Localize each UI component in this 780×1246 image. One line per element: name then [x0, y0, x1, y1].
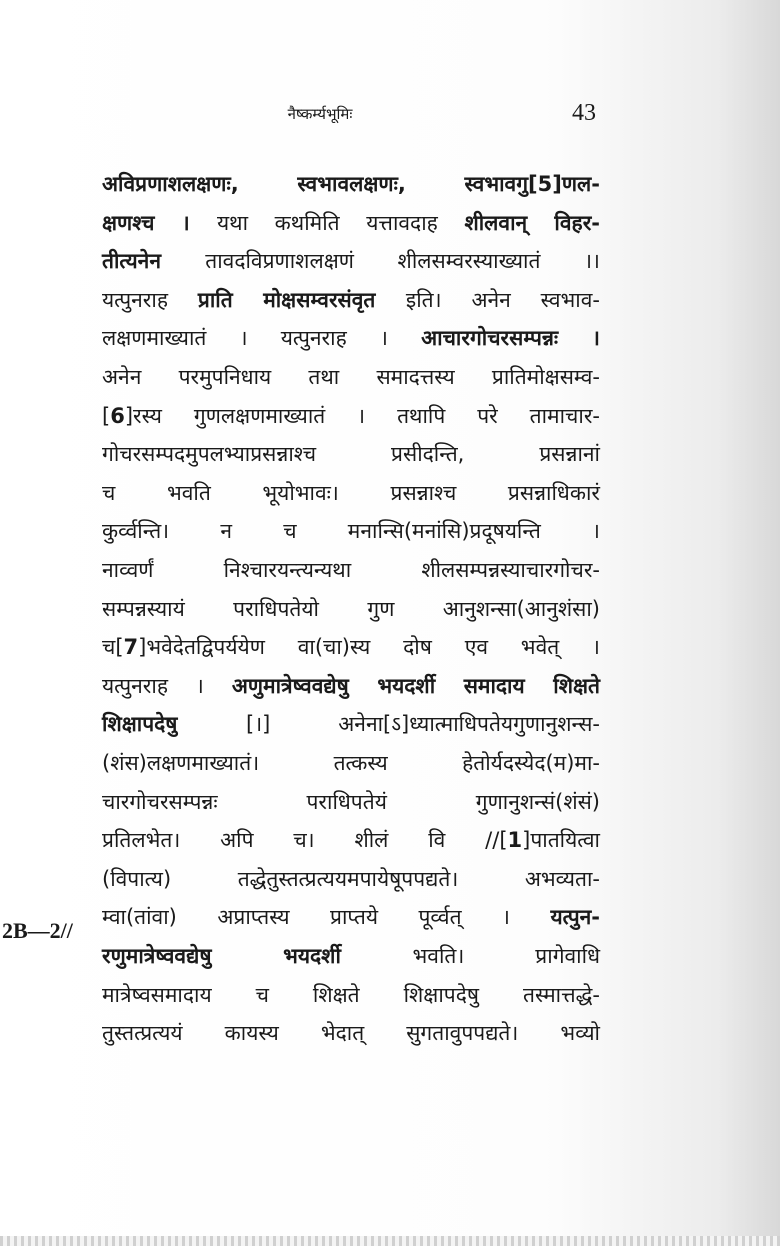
text-segment: यथा कथमिति यत्तावदाह [217, 210, 465, 235]
text-line [102, 286, 600, 314]
text-segment: [।] अनेना[ऽ]ध्यात्माधिपतेयगुणानुशन्स- [246, 712, 601, 737]
text-line [102, 942, 600, 970]
bold-segment: 1 [507, 828, 523, 853]
text-segment: मात्रेष्वसमादाय च शिक्षते शिक्षापदेषु तस्मात्तद्धे- [102, 982, 600, 1007]
text-line [102, 749, 600, 777]
text-segment: यत्पुनराह [102, 287, 198, 312]
text-line [102, 865, 600, 893]
page-number: 43 [572, 100, 596, 126]
text-line [102, 826, 600, 854]
text-line [102, 1019, 600, 1047]
text-segment: गोचरसम्पदमुपलभ्याप्रसन्नाश्च प्रसीदन्ति, प्रसन्नानां [102, 442, 600, 467]
text-segment: अनेन परमुपनिधाय तथा समादत्तस्य प्रातिमोक्षसम्व- [102, 365, 600, 389]
bold-segment: तीत्यनेन [102, 249, 206, 274]
text-line [102, 517, 600, 545]
text-segment: तावदविप्रणाशलक्षणं शीलसम्वरस्याख्यातं ।। [205, 249, 600, 274]
text-line [102, 710, 600, 738]
bold-segment: शीलवान् विहर- [464, 210, 600, 235]
text-segment: तुस्तत्प्रत्ययं कायस्य भेदात् सुगतावुपपद्यते। भव्यो [102, 1021, 600, 1046]
text-segment: चारगोचरसम्पन्नः पराधिपतेयं गुणानुशन्सं(शंसं) [102, 789, 600, 814]
text-line [102, 556, 600, 584]
bold-segment: अविप्रणाशलक्षणः, स्वभावलक्षणः, स्वभावगु[5]णल- [102, 172, 600, 196]
text-segment: नाव्वर्णं निश्चारयन्त्यन्यथा शीलसम्पन्नस्याचारगोचर- [102, 558, 600, 582]
text-segment: भवति। प्रागेवाधि [412, 944, 600, 968]
text-segment: प्रतिलभेत। अपि च। शीलं वि //[ [102, 828, 508, 853]
text-segment: कुर्व्वन्ति। न च मनान्सि(मनांसि)प्रदूषयन्ति । [102, 519, 600, 544]
text-segment: इति। अनेन स्वभाव- [405, 287, 600, 312]
bold-segment: रणुमात्रेष्ववद्येषु भयदर्शी [102, 944, 413, 968]
text-line [102, 247, 600, 275]
text-segment: ]भवेदेतद्विपर्ययेण वा(चा)स्य दोष एव भवेत् । [138, 635, 600, 660]
text-line [102, 595, 600, 623]
text-segment: (शंस)लक्षणमाख्यातं। तत्कस्य हेतोर्यदस्येद(म)मा- [102, 751, 600, 775]
bold-segment: प्राति मोक्षसम्वरसंवृत [197, 287, 406, 312]
text-line [102, 209, 600, 237]
text-line [102, 788, 600, 816]
text-segment: [ [102, 403, 111, 428]
running-title: नैष्कर्म्यभूमिः [287, 105, 353, 123]
text-line [102, 324, 600, 352]
text-segment: लक्षणमाख्यातं । यत्पुनराह । [102, 326, 422, 351]
manuscript-folio-marker: 2B—2// [2, 918, 73, 943]
bold-segment: यत्पुन- [550, 905, 600, 930]
text-line [102, 440, 600, 468]
text-segment: म्वा(तांवा) अप्राप्तस्य प्राप्तये पूर्व्वत् । [102, 905, 551, 930]
text-line [102, 479, 600, 507]
page-bottom-edge [0, 1236, 780, 1246]
text-segment: सम्पन्नस्यायं पराधिपतेयो गुण आनुशन्सा(आनुशंसा) [102, 596, 600, 621]
text-segment: च[ [102, 635, 124, 660]
text-segment: ]पातयित्वा [522, 828, 600, 853]
text-segment: (विपात्य) तद्धेतुस्तत्प्रत्ययमपायेषूपपद्यते। अभव्यता- [102, 866, 600, 891]
text-line [102, 981, 600, 1009]
text-segment: यत्पुनराह । [102, 673, 232, 698]
text-line [102, 363, 600, 391]
bold-segment: क्षणश्च । [102, 210, 217, 235]
text-line [102, 672, 600, 700]
text-segment: ]रस्य गुणलक्षणमाख्यातं । तथापि परे तामाचार- [124, 403, 600, 428]
bold-segment: 7 [123, 635, 139, 660]
text-line [102, 633, 600, 661]
text-line [102, 170, 600, 198]
text-segment: च भवति भूयोभावः। प्रसन्नाश्च प्रसन्नाधिकारं [102, 480, 600, 505]
bold-segment: आचारगोचरसम्पन्नः । [421, 326, 600, 351]
text-line [102, 402, 600, 430]
text-line [102, 903, 600, 931]
bold-segment: 6 [110, 403, 125, 428]
bold-segment: शिक्षापदेषु [102, 712, 246, 737]
bold-segment: अणुमात्रेष्ववद्येषु भयदर्शी समादाय शिक्षते [231, 673, 600, 698]
